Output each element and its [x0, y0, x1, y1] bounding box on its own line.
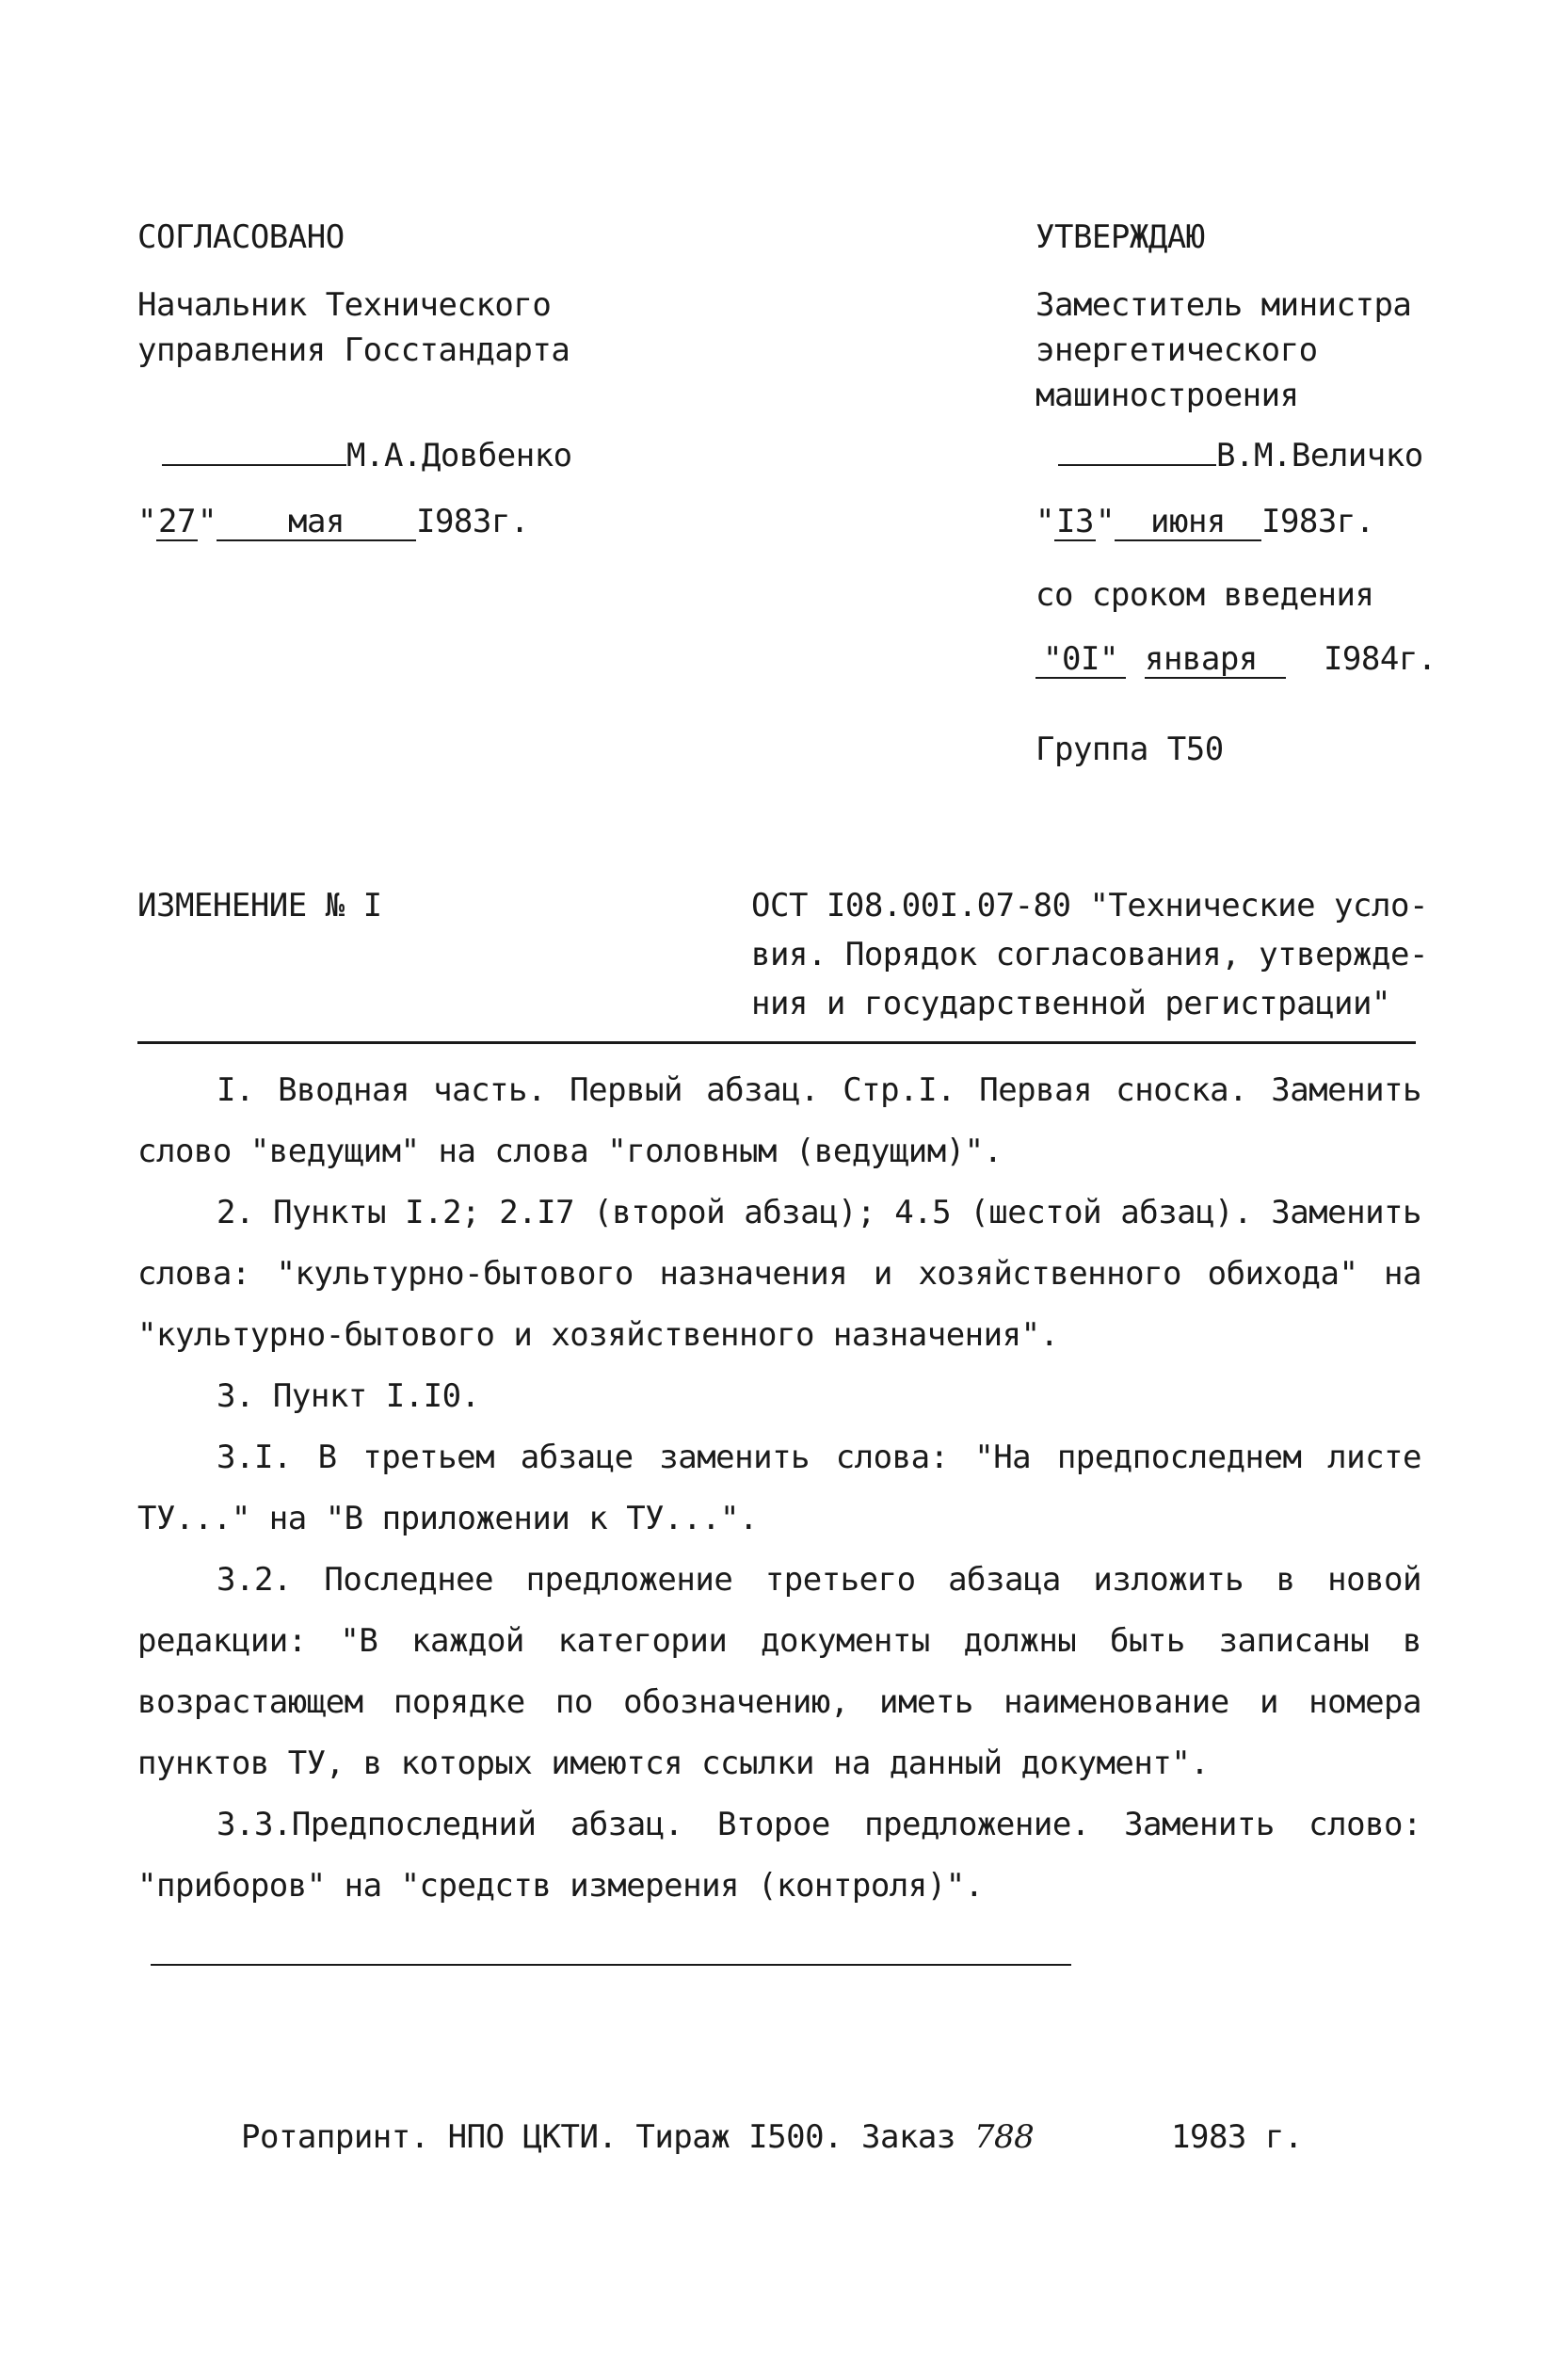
approval-right-month: июня: [1115, 504, 1261, 541]
change-label: ИЗМЕНЕНИЕ № I: [137, 887, 382, 925]
effective-year: I984г.: [1323, 640, 1437, 678]
imprint-line: [241, 2115, 1034, 2160]
change-item-1: I. Вводная часть. Первый абзац. Стр.I. Первая сноска. Заменить слово "ведущим" на слова "головным (ведущим)".: [137, 1071, 1421, 1170]
approval-right-date: "I3" июня I983г.: [1035, 503, 1374, 540]
standard-title-line3: ния и государственной регистрации": [751, 985, 1390, 1022]
change-item-2: 2. Пункты I.2; 2.I7 (второй абзац); 4.5 (шестой абзац). Заменить слова: "культурно-бытового назначения и хозяйственного обихода" на "культурно-бытового и хозяйственного назначения".: [137, 1194, 1421, 1354]
effective-day: 0I: [1062, 640, 1100, 678]
approval-right-title-line2: энергетического: [1035, 331, 1318, 369]
signature-blank: [162, 436, 346, 466]
approval-left-heading: СОГЛАСОВАНО: [137, 218, 345, 256]
approval-right-signature-line: [1058, 433, 1423, 478]
effective-label: со сроком введения: [1035, 576, 1374, 614]
approval-left-date: "27" мая I983г.: [137, 503, 529, 540]
approval-left-day: 27: [156, 504, 198, 541]
approval-right-title-line1: Заместитель министра: [1035, 286, 1412, 324]
effective-month: января: [1145, 641, 1286, 679]
approval-right-year: I983г.: [1260, 503, 1374, 540]
approval-left-title-line1: Начальник Технического: [137, 286, 552, 324]
change-item-3-1: 3.I. В третьем абзаце заменить слова: "На предпоследнем листе ТУ..." на "В приложении к ТУ...".: [137, 1439, 1421, 1537]
approval-left-month: мая: [217, 504, 416, 541]
approval-left-title-line2: управления Госстандарта: [137, 331, 570, 369]
approval-left-signer: М.А.Довбенко: [346, 437, 572, 474]
approval-right-day: I3: [1054, 504, 1096, 541]
change-item-3: 3. Пункт I.I0.: [217, 1377, 480, 1415]
change-item-3-3: 3.3.Предпоследний абзац. Второе предложение. Заменить слово: "приборов" на "средств измерения (контроля)".: [137, 1806, 1421, 1905]
imprint-text: Ротапринт. НПО ЦКТИ. Тираж I500. Заказ: [241, 2118, 955, 2156]
signature-blank: [1058, 436, 1216, 466]
approval-left-signature-line: [162, 433, 572, 478]
approval-right-heading: УТВЕРЖДАЮ: [1035, 218, 1205, 256]
effective-date: "0I" января I984г.: [1035, 636, 1437, 682]
end-divider: [151, 1964, 1071, 1966]
header-divider: [137, 1041, 1416, 1044]
approval-right-signer: В.М.Величко: [1216, 437, 1423, 474]
approval-left-year: I983г.: [415, 503, 529, 540]
standard-title-line1: ОСТ I08.00I.07-80 "Технические усло-: [751, 887, 1428, 925]
order-number: 788: [973, 2118, 1035, 2156]
group-label: Группа Т50: [1035, 731, 1224, 768]
imprint-year: 1983 г.: [1171, 2118, 1303, 2156]
approval-right-title-line3: машиностроения: [1035, 377, 1299, 414]
standard-title-line2: вия. Порядок согласования, утвержде-: [751, 936, 1428, 973]
change-item-3-2: 3.2. Последнее предложение третьего абзаца изложить в новой редакции: "В каждой категории документы должны быть записаны в возрастающем порядке по обозначению, иметь наименование и номера пунктов ТУ, в которых имеются ссылки на данный документ".: [137, 1561, 1421, 1782]
